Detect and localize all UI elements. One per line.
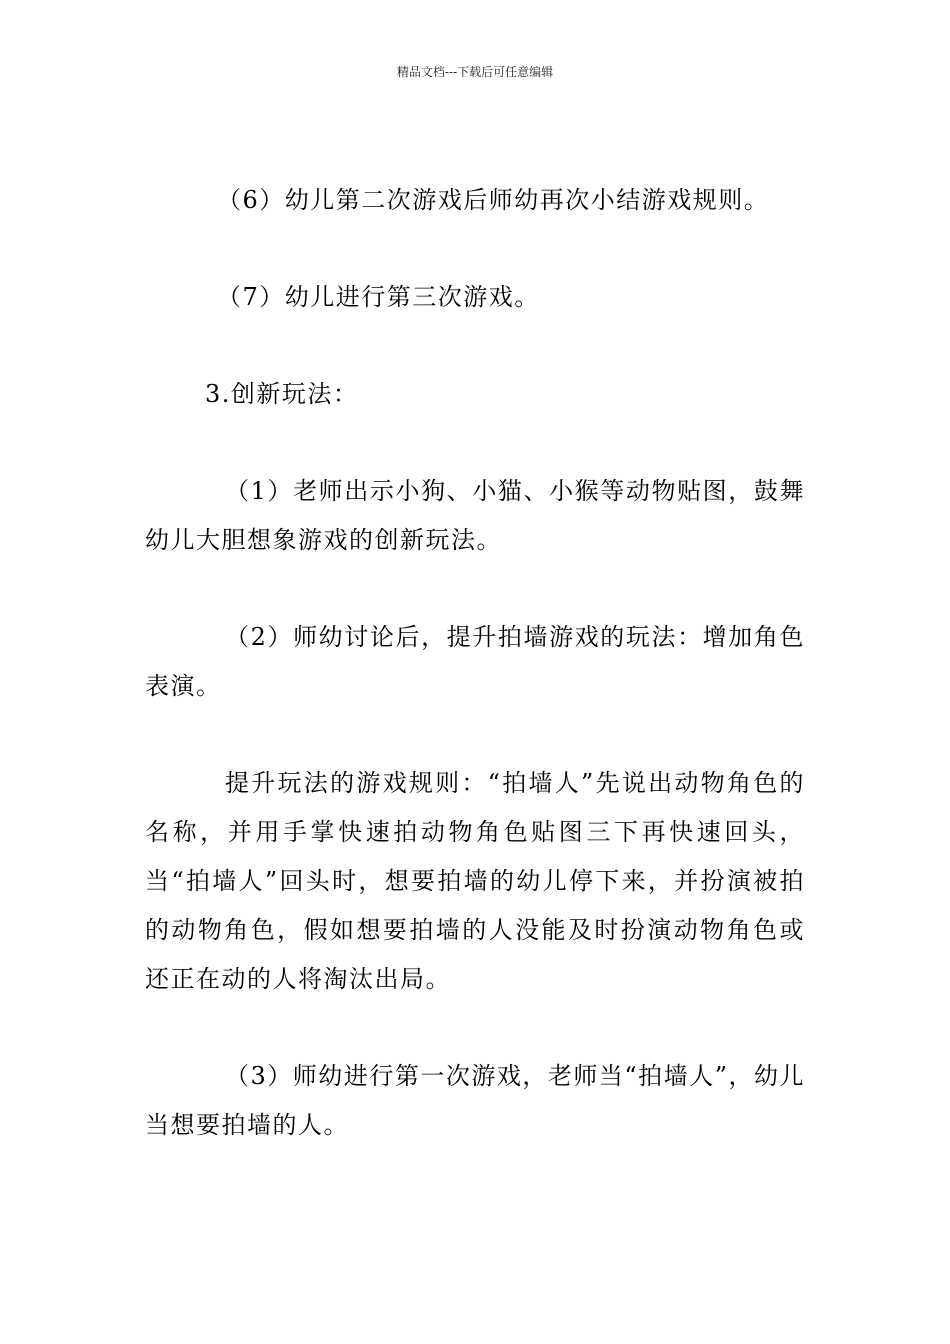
paragraph-innovation-2: （2）师幼讨论后，提升拍墙游戏的玩法：增加角色表演。 (145, 623, 805, 700)
paragraph-innovation-3: （3）师幼进行第一次游戏，老师当“拍墙人”，幼儿当想要拍墙的人。 (145, 1062, 805, 1139)
paragraph-step-7: （7）幼儿进行第三次游戏。 (217, 283, 540, 311)
paragraph-innovation-1: （1）老师出示小狗、小猫、小猴等动物贴图，鼓舞幼儿大胆想象游戏的创新玩法。 (145, 477, 805, 554)
paragraph-game-rules: 提升玩法的游戏规则：“拍墙人”先说出动物角色的名称，并用手掌快速拍动物角色贴图三下再快速回头，当“拍墙人”回头时，想要拍墙的幼儿停下来，并扮演被拍的动物角色，假如想要拍墙的人没能及时扮演动物角色或还正在动的人将淘汰出局。 (145, 769, 805, 993)
page-header: 精品文档---下载后可任意编辑 (396, 65, 554, 79)
paragraph-step-6: （6）幼儿第二次游戏后师幼再次小结游戏规则。 (217, 186, 770, 214)
document-body (145, 176, 805, 1150)
section-heading-innovative-play: 3.创新玩法： (205, 380, 359, 408)
